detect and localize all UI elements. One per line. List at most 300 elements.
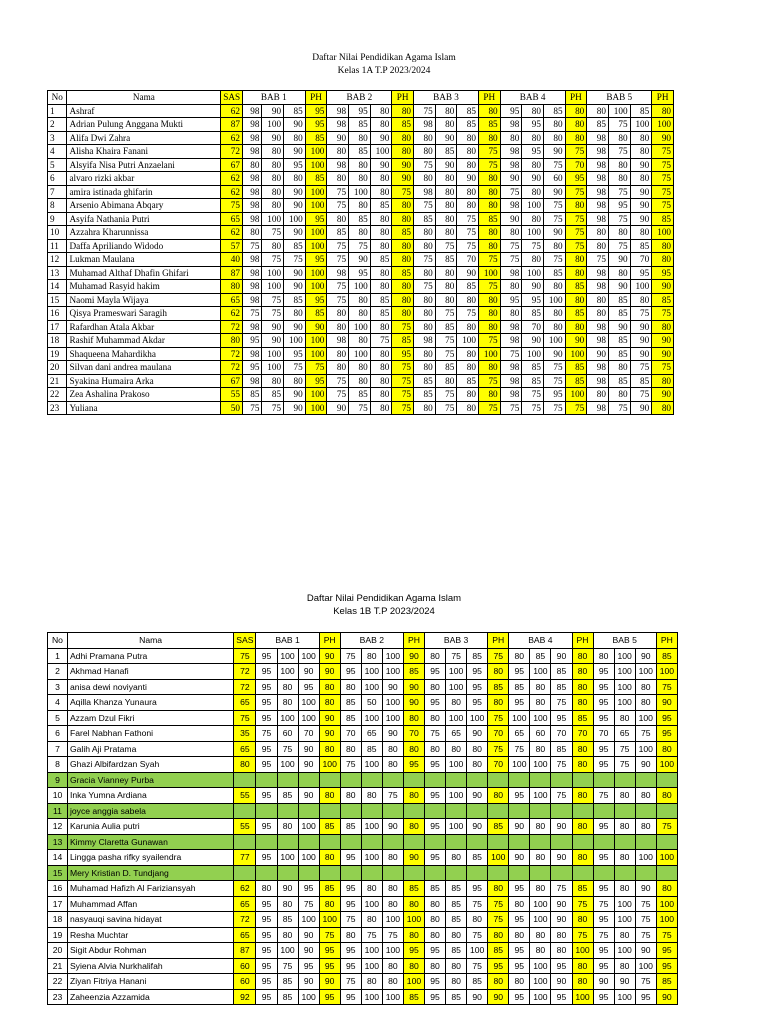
- score-cell: 70: [551, 726, 572, 742]
- score-cell: [509, 772, 530, 788]
- score-cell: 85: [349, 145, 371, 159]
- score-cell: 98: [500, 145, 522, 159]
- score-cell: 90: [630, 199, 652, 213]
- score-cell: 80: [467, 757, 488, 773]
- score-cell: 75: [382, 788, 403, 804]
- score-cell: 85: [543, 104, 565, 118]
- score-cell: 80: [370, 388, 392, 402]
- score-cell: 90: [319, 664, 340, 680]
- score-cell: 80: [403, 927, 424, 943]
- score-cell: 80: [370, 212, 392, 226]
- score-cell: 80: [435, 293, 457, 307]
- score-cell: [425, 772, 446, 788]
- score-cell: 65: [221, 212, 243, 226]
- score-cell: 90: [392, 172, 414, 186]
- score-cell: 98: [587, 374, 609, 388]
- score-cell: 80: [635, 695, 656, 711]
- score-cell: 80: [277, 896, 298, 912]
- row-number: 1: [48, 648, 68, 664]
- score-cell: [614, 803, 635, 819]
- score-cell: 75: [551, 788, 572, 804]
- score-cell: 85: [522, 374, 544, 388]
- table-row: [48, 664, 678, 680]
- score-cell: 98: [242, 293, 261, 307]
- score-cell: 85: [457, 280, 479, 294]
- score-cell: 100: [262, 280, 284, 294]
- score-cell: 85: [652, 212, 674, 226]
- score-cell: 90: [656, 695, 677, 711]
- score-cell: 100: [614, 648, 635, 664]
- score-cell: [656, 834, 677, 850]
- score-cell: 90: [652, 334, 674, 348]
- score-cell: 80: [403, 788, 424, 804]
- score-cell: [361, 834, 382, 850]
- score-cell: 100: [361, 757, 382, 773]
- score-cell: 100: [446, 710, 467, 726]
- score-cell: [593, 772, 614, 788]
- score-cell: 80: [530, 679, 551, 695]
- score-cell: 85: [327, 226, 349, 240]
- score-cell: 100: [382, 943, 403, 959]
- score-cell: 80: [425, 710, 446, 726]
- score-cell: 95: [522, 118, 544, 132]
- column-header: BAB 2: [340, 633, 403, 649]
- score-cell: 90: [467, 989, 488, 1005]
- score-cell: 80: [425, 741, 446, 757]
- score-cell: 98: [587, 334, 609, 348]
- score-cell: 90: [652, 131, 674, 145]
- score-cell: 95: [593, 695, 614, 711]
- score-cell: 90: [403, 850, 424, 866]
- score-cell: [234, 772, 256, 788]
- score-cell: 75: [262, 401, 284, 415]
- score-cell: 80: [425, 958, 446, 974]
- score-cell: 85: [522, 361, 544, 375]
- score-cell: 80: [652, 401, 674, 415]
- score-cell: 80: [608, 172, 630, 186]
- score-cell: 95: [593, 710, 614, 726]
- score-cell: 80: [382, 757, 403, 773]
- score-cell: 95: [256, 741, 277, 757]
- score-cell: 75: [234, 648, 256, 664]
- score-cell: 75: [652, 158, 674, 172]
- score-cell: 75: [488, 648, 509, 664]
- table-row: [48, 145, 674, 159]
- score-cell: 95: [305, 212, 327, 226]
- score-cell: 75: [446, 648, 467, 664]
- score-cell: [572, 865, 593, 881]
- score-cell: 80: [522, 158, 544, 172]
- score-cell: 75: [652, 185, 674, 199]
- score-cell: 95: [256, 912, 277, 928]
- score-cell: 75: [327, 239, 349, 253]
- score-cell: 100: [305, 347, 327, 361]
- score-cell: 80: [340, 741, 361, 757]
- row-number: 21: [48, 958, 68, 974]
- score-cell: 70: [488, 757, 509, 773]
- score-cell: 90: [543, 347, 565, 361]
- score-cell: 100: [361, 664, 382, 680]
- score-cell: 75: [414, 199, 436, 213]
- score-cell: 90: [543, 226, 565, 240]
- score-cell: 75: [652, 145, 674, 159]
- score-cell: 80: [467, 741, 488, 757]
- sheet-kelas-1a: [0, 52, 768, 413]
- score-cell: 75: [656, 679, 677, 695]
- score-cell: 85: [277, 788, 298, 804]
- score-cell: 85: [478, 118, 500, 132]
- student-name: Syakina Humaira Arka: [67, 374, 221, 388]
- score-cell: 100: [298, 710, 319, 726]
- score-cell: 90: [656, 989, 677, 1005]
- column-header: PH: [478, 91, 500, 105]
- row-number: 23: [48, 401, 67, 415]
- score-cell: 100: [446, 664, 467, 680]
- score-cell: 85: [370, 253, 392, 267]
- table-row: [48, 927, 678, 943]
- table-row: [48, 865, 678, 881]
- score-cell: 80: [500, 280, 522, 294]
- score-cell: 75: [543, 401, 565, 415]
- table-row: [48, 881, 678, 897]
- score-cell: 95: [656, 710, 677, 726]
- score-cell: 95: [593, 912, 614, 928]
- score-cell: 100: [530, 757, 551, 773]
- score-cell: 90: [509, 819, 530, 835]
- score-cell: 80: [382, 741, 403, 757]
- score-cell: 95: [593, 958, 614, 974]
- score-cell: 75: [305, 361, 327, 375]
- score-cell: 67: [221, 374, 243, 388]
- score-cell: [446, 803, 467, 819]
- score-cell: [551, 803, 572, 819]
- score-cell: 75: [340, 912, 361, 928]
- score-cell: 95: [284, 347, 306, 361]
- score-cell: 87: [221, 266, 243, 280]
- score-cell: 80: [457, 199, 479, 213]
- score-cell: 90: [543, 145, 565, 159]
- score-cell: 60: [234, 958, 256, 974]
- score-cell: 90: [652, 280, 674, 294]
- score-cell: 85: [572, 881, 593, 897]
- score-cell: 95: [652, 266, 674, 280]
- score-cell: 85: [488, 679, 509, 695]
- table-row: [48, 280, 674, 294]
- score-cell: 100: [635, 958, 656, 974]
- score-cell: 100: [382, 912, 403, 928]
- score-cell: 70: [572, 726, 593, 742]
- score-cell: 90: [319, 974, 340, 990]
- score-cell: 75: [522, 401, 544, 415]
- student-name: Lukman Maulana: [67, 253, 221, 267]
- score-cell: 100: [403, 912, 424, 928]
- score-cell: 98: [587, 212, 609, 226]
- score-cell: 75: [457, 239, 479, 253]
- score-cell: 100: [530, 896, 551, 912]
- student-name: Farel Nabhan Fathoni: [67, 726, 233, 742]
- score-cell: 85: [242, 388, 261, 402]
- score-cell: 100: [382, 989, 403, 1005]
- score-cell: 100: [635, 664, 656, 680]
- score-cell: 80: [446, 850, 467, 866]
- score-cell: 80: [530, 943, 551, 959]
- row-number: 7: [48, 741, 68, 757]
- score-cell: 75: [543, 253, 565, 267]
- score-cell: 80: [370, 118, 392, 132]
- score-cell: 87: [234, 943, 256, 959]
- score-cell: 80: [403, 958, 424, 974]
- table-row: [48, 757, 678, 773]
- score-cell: 100: [446, 819, 467, 835]
- score-cell: 90: [392, 158, 414, 172]
- score-cell: 100: [572, 989, 593, 1005]
- score-cell: 95: [635, 989, 656, 1005]
- score-cell: 80: [349, 172, 371, 186]
- score-cell: 90: [652, 347, 674, 361]
- score-cell: 80: [277, 927, 298, 943]
- score-cell: 90: [277, 881, 298, 897]
- score-cell: 85: [435, 320, 457, 334]
- row-number: 4: [48, 145, 67, 159]
- score-cell: 100: [446, 757, 467, 773]
- score-cell: 80: [414, 347, 436, 361]
- score-cell: 80: [327, 145, 349, 159]
- student-name: nasyauqi savina hidayat: [67, 912, 233, 928]
- row-number: 9: [48, 212, 67, 226]
- score-cell: 80: [488, 927, 509, 943]
- score-cell: 85: [551, 664, 572, 680]
- score-cell: 80: [361, 788, 382, 804]
- score-cell: 80: [382, 850, 403, 866]
- score-cell: 100: [305, 280, 327, 294]
- score-cell: 85: [478, 212, 500, 226]
- grades-table: [47, 90, 674, 415]
- score-cell: 98: [587, 401, 609, 415]
- score-cell: [488, 772, 509, 788]
- score-cell: 80: [435, 226, 457, 240]
- score-cell: 80: [614, 927, 635, 943]
- score-cell: 80: [608, 158, 630, 172]
- score-cell: 90: [284, 226, 306, 240]
- score-cell: [277, 834, 298, 850]
- score-cell: 75: [551, 757, 572, 773]
- score-cell: 80: [262, 199, 284, 213]
- score-cell: 80: [572, 788, 593, 804]
- score-cell: 80: [403, 710, 424, 726]
- score-cell: 98: [242, 199, 261, 213]
- score-cell: 85: [435, 253, 457, 267]
- score-cell: 75: [478, 401, 500, 415]
- score-cell: 80: [572, 741, 593, 757]
- score-cell: 90: [608, 280, 630, 294]
- score-cell: 80: [446, 695, 467, 711]
- score-cell: 90: [262, 334, 284, 348]
- score-cell: 90: [608, 253, 630, 267]
- score-cell: 75: [478, 158, 500, 172]
- score-cell: 100: [530, 664, 551, 680]
- score-cell: 85: [565, 280, 587, 294]
- score-cell: [403, 865, 424, 881]
- score-cell: 98: [414, 118, 436, 132]
- score-cell: 95: [403, 943, 424, 959]
- score-cell: 75: [551, 695, 572, 711]
- score-cell: 85: [305, 307, 327, 321]
- score-cell: 80: [551, 927, 572, 943]
- column-header: SAS: [234, 633, 256, 649]
- score-cell: 95: [256, 679, 277, 695]
- score-cell: [551, 865, 572, 881]
- score-cell: 80: [414, 401, 436, 415]
- score-cell: 75: [565, 226, 587, 240]
- column-header: PH: [565, 91, 587, 105]
- score-cell: 98: [587, 199, 609, 213]
- score-cell: 95: [593, 989, 614, 1005]
- student-name: Qisya Prameswari Saragih: [67, 307, 221, 321]
- score-cell: 85: [656, 974, 677, 990]
- score-cell: 85: [630, 239, 652, 253]
- score-cell: 75: [565, 239, 587, 253]
- score-cell: 90: [551, 896, 572, 912]
- student-name: Zaheenzia Azzamida: [67, 989, 233, 1005]
- score-cell: 90: [298, 757, 319, 773]
- score-cell: 100: [543, 334, 565, 348]
- score-cell: 80: [425, 679, 446, 695]
- score-cell: 90: [630, 212, 652, 226]
- score-cell: 80: [478, 388, 500, 402]
- table-row: [48, 239, 674, 253]
- student-name: Kimmy Claretta Gunawan: [67, 834, 233, 850]
- score-cell: 100: [614, 943, 635, 959]
- score-cell: 98: [587, 280, 609, 294]
- score-cell: 98: [500, 158, 522, 172]
- score-cell: 80: [284, 374, 306, 388]
- score-cell: 90: [382, 819, 403, 835]
- score-cell: 75: [635, 726, 656, 742]
- column-header: SAS: [221, 91, 243, 105]
- score-cell: 70: [522, 320, 544, 334]
- score-cell: 80: [635, 788, 656, 804]
- score-cell: 80: [530, 819, 551, 835]
- row-number: 17: [48, 320, 67, 334]
- score-cell: 80: [349, 307, 371, 321]
- score-cell: 95: [403, 757, 424, 773]
- score-cell: 85: [630, 104, 652, 118]
- score-cell: 75: [652, 307, 674, 321]
- table-row: [48, 679, 678, 695]
- score-cell: 100: [262, 347, 284, 361]
- score-cell: 100: [446, 679, 467, 695]
- score-cell: 80: [565, 293, 587, 307]
- score-cell: 100: [361, 850, 382, 866]
- score-cell: 85: [277, 989, 298, 1005]
- score-cell: 80: [543, 307, 565, 321]
- score-cell: 80: [488, 695, 509, 711]
- score-cell: 95: [392, 347, 414, 361]
- row-number: 14: [48, 850, 68, 866]
- score-cell: [277, 803, 298, 819]
- column-header: PH: [403, 633, 424, 649]
- score-cell: 80: [522, 185, 544, 199]
- score-cell: 75: [435, 334, 457, 348]
- row-number: 13: [48, 834, 68, 850]
- score-cell: 95: [340, 664, 361, 680]
- score-cell: 80: [500, 226, 522, 240]
- score-cell: 90: [652, 388, 674, 402]
- row-number: 5: [48, 158, 67, 172]
- score-cell: 80: [614, 881, 635, 897]
- score-cell: 80: [370, 226, 392, 240]
- score-cell: 80: [457, 388, 479, 402]
- score-cell: 90: [284, 280, 306, 294]
- score-cell: 70: [630, 253, 652, 267]
- score-cell: 90: [522, 280, 544, 294]
- score-cell: 72: [221, 320, 243, 334]
- score-cell: 100: [382, 695, 403, 711]
- table-row: [48, 158, 674, 172]
- score-cell: 98: [242, 320, 261, 334]
- student-name: Alifa Dwi Zahra: [67, 131, 221, 145]
- row-number: 14: [48, 280, 67, 294]
- score-cell: 75: [478, 374, 500, 388]
- table-row: [48, 118, 674, 132]
- score-cell: 80: [435, 185, 457, 199]
- score-cell: 80: [530, 850, 551, 866]
- score-cell: 85: [340, 710, 361, 726]
- score-cell: 80: [457, 131, 479, 145]
- score-cell: 90: [635, 648, 656, 664]
- table-row: [48, 334, 674, 348]
- score-cell: 80: [652, 253, 674, 267]
- score-cell: 98: [587, 185, 609, 199]
- score-cell: 75: [414, 280, 436, 294]
- score-cell: 80: [608, 131, 630, 145]
- score-cell: 100: [361, 989, 382, 1005]
- score-cell: 80: [425, 927, 446, 943]
- score-cell: 90: [403, 695, 424, 711]
- student-name: Azzahra Kharunnissa: [67, 226, 221, 240]
- score-cell: 80: [392, 145, 414, 159]
- score-cell: 90: [509, 850, 530, 866]
- score-cell: 95: [509, 912, 530, 928]
- score-cell: 80: [614, 958, 635, 974]
- score-cell: 100: [467, 710, 488, 726]
- score-cell: 90: [551, 974, 572, 990]
- score-cell: 65: [614, 726, 635, 742]
- score-cell: 80: [543, 131, 565, 145]
- score-cell: 100: [652, 226, 674, 240]
- score-cell: 75: [435, 388, 457, 402]
- score-cell: 98: [500, 320, 522, 334]
- score-cell: 80: [435, 172, 457, 186]
- table-row: [48, 361, 674, 375]
- score-cell: 75: [392, 320, 414, 334]
- student-name: Ghazi Albifardzan Syah: [67, 757, 233, 773]
- score-cell: 95: [256, 850, 277, 866]
- score-cell: 80: [509, 974, 530, 990]
- row-number: 16: [48, 307, 67, 321]
- score-cell: 100: [382, 710, 403, 726]
- score-cell: 65: [234, 896, 256, 912]
- student-name: Akhmad Hanafi: [67, 664, 233, 680]
- score-cell: 95: [488, 958, 509, 974]
- score-cell: 75: [242, 239, 261, 253]
- score-cell: 75: [565, 212, 587, 226]
- score-cell: 80: [349, 334, 371, 348]
- score-cell: 62: [221, 131, 243, 145]
- score-cell: 90: [467, 819, 488, 835]
- student-name: Muhamad Rasyid hakim: [67, 280, 221, 294]
- student-name: anisa dewi noviyanti: [67, 679, 233, 695]
